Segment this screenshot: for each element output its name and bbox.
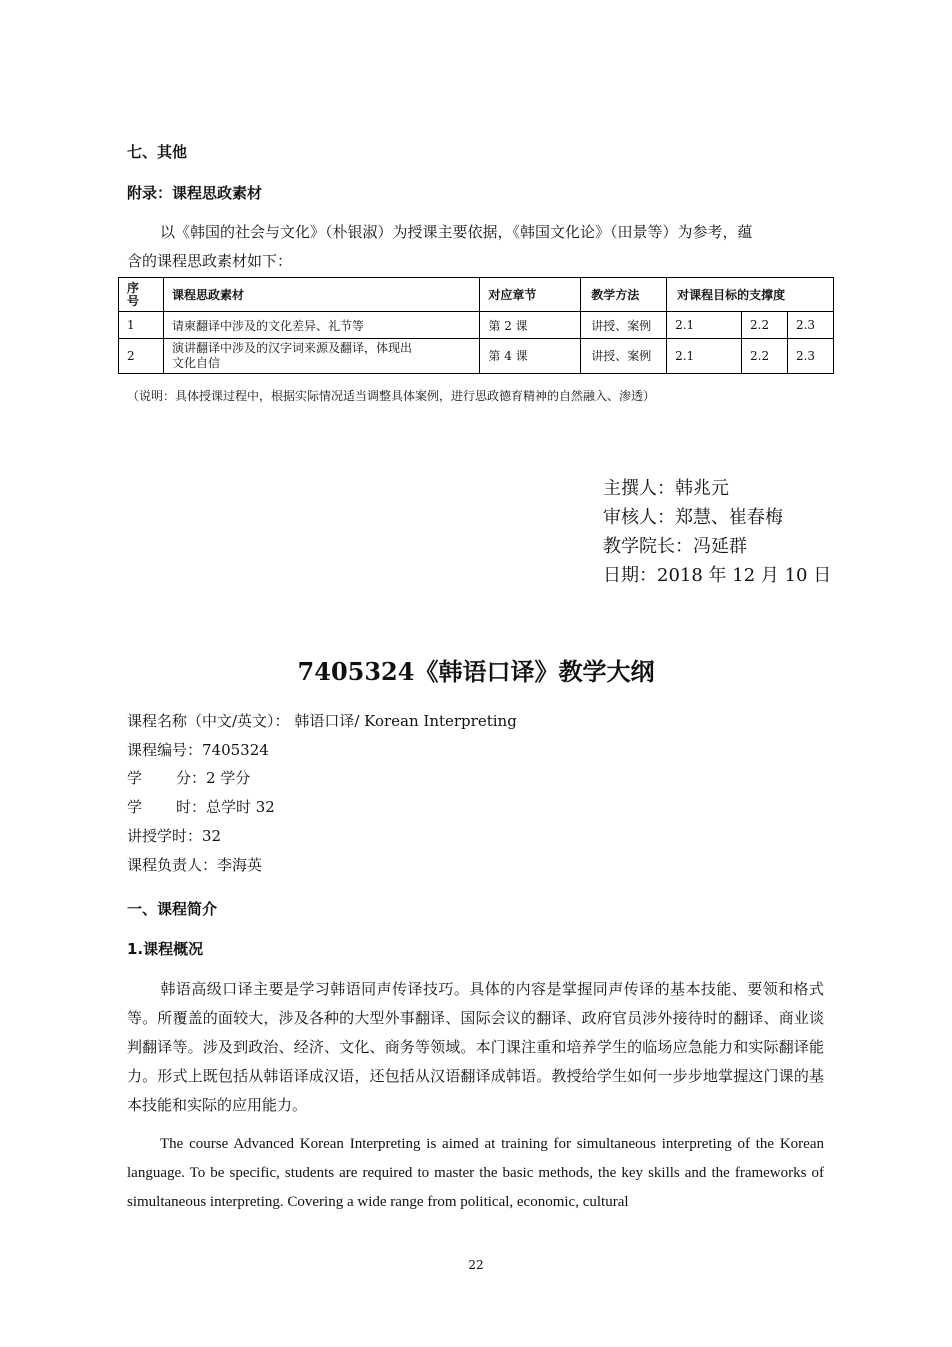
cell-goal-3: 2.3 <box>787 312 833 339</box>
subsection-heading-overview: 1.课程概况 <box>127 940 204 958</box>
table-header-row <box>119 278 834 312</box>
header-no: 序 号 <box>119 278 164 312</box>
header-chapter: 对应章节 <box>480 278 581 312</box>
header-method: 教学方法 <box>581 278 667 312</box>
cell-chapter: 第 2 课 <box>480 312 581 339</box>
cell-goal-1: 2.1 <box>667 339 742 374</box>
signature-author: 主撰人：韩兆元 <box>603 478 729 499</box>
page-number: 22 <box>468 1258 484 1272</box>
course-instructor: 课程负责人：李海英 <box>127 856 263 874</box>
cell-method: 讲授、案例 <box>581 339 667 374</box>
cell-method: 讲授、案例 <box>581 312 667 339</box>
cell-material: 请柬翻译中涉及的文化差异、礼节等 <box>163 312 479 339</box>
section-heading-other: 七、其他 <box>127 143 188 161</box>
signature-reviewer: 审核人：郑慧、崔春梅 <box>603 507 783 528</box>
cell-goal-1: 2.1 <box>667 312 742 339</box>
course-code: 课程编号：7405324 <box>127 741 269 759</box>
overview-paragraph-cn: 韩语高级口译主要是学习韩语同声传译技巧。具体的内容是掌握同声传译的基本技能、要领和格式等。所覆盖的面较大，涉及各种的大型外事翻译、国际会议的翻译、政府官员涉外接待时的翻译、商业谈判翻译等。涉及到政治、经济、文化、商务等领域。本门课注重和培养学生的临场应急能力和实际翻译能力。形式上既包括从韩语译成汉语，还包括从汉语翻译成韩语。教授给学生如何一步步地掌握这门课的基本技能和实际的应用能力。 <box>127 980 824 1114</box>
signature-date: 日期：2018 年 12 月 10 日 <box>603 565 832 586</box>
lecture-hours: 讲授学时：32 <box>127 827 222 845</box>
header-material: 课程思政素材 <box>163 278 479 312</box>
header-support: 对课程目标的支撑度 <box>667 278 834 312</box>
cell-no: 1 <box>119 312 164 339</box>
intro-line-2: 含的课程思政素材如下： <box>127 252 293 270</box>
syllabus-title: 7405324《韩语口译》教学大纲 <box>297 657 655 686</box>
credits-value: 分：2 学分 <box>176 769 251 787</box>
cell-chapter: 第 4 课 <box>480 339 581 374</box>
course-name: 课程名称（中文/英文）： 韩语口译/ Korean Interpreting <box>127 712 517 730</box>
table-row <box>119 339 834 374</box>
cell-goal-3: 2.3 <box>787 339 833 374</box>
credits-label: 学 <box>127 769 143 787</box>
cell-goal-2: 2.2 <box>742 312 788 339</box>
overview-paragraph-en: The course Advanced Korean Interpreting is aimed at training for simultaneous interpreting of the Korean language. To be specific, students are required to master the basic methods, the key skills and the frameworks of simultaneous interpreting. Covering a wide range from political, economic, cultural <box>127 1136 824 1210</box>
table-row <box>119 312 834 339</box>
section-heading-intro: 一、课程简介 <box>127 900 218 918</box>
hours-label: 学 <box>127 798 143 816</box>
cell-material: 演讲翻译中涉及的汉字词来源及翻译，体现出 文化自信 <box>163 339 479 374</box>
appendix-heading: 附录：课程思政素材 <box>127 184 263 202</box>
cell-goal-2: 2.2 <box>742 339 788 374</box>
table-note: （说明：具体授课过程中，根据实际情况适当调整具体案例，进行思政德育精神的自然融入、渗透） <box>127 389 656 403</box>
intro-line-1: 以《韩国的社会与文化》（朴银淑）为授课主要依据，《韩国文化论》（田景等）为参考，蕴 <box>160 223 753 241</box>
ideology-materials-table <box>118 277 834 374</box>
signature-dean: 教学院长：冯延群 <box>603 536 747 557</box>
cell-no: 2 <box>119 339 164 374</box>
hours-value: 时：总学时 32 <box>176 798 275 816</box>
